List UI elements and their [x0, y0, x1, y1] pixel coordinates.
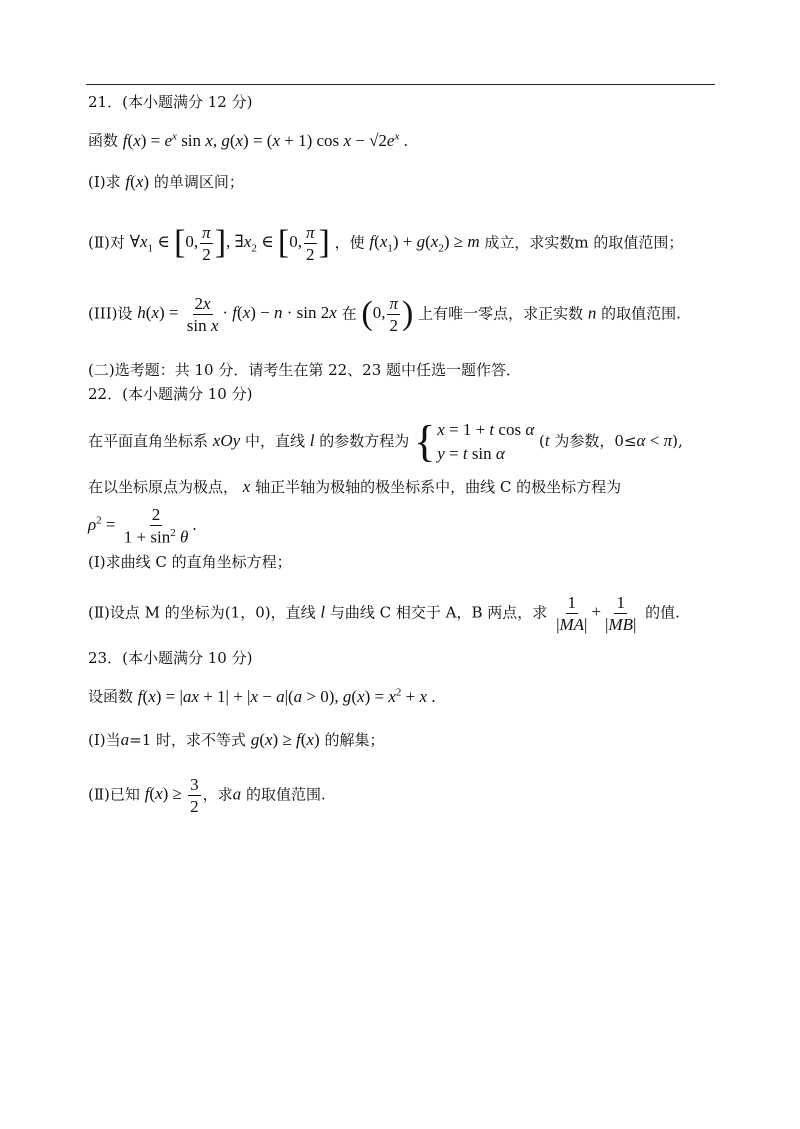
q23-prefix: 设函数 [88, 687, 134, 706]
q22-part2-l: l [320, 602, 326, 622]
q23-formula: f(x) = |ax + 1| + |x − a|(a > 0), $g(x) = x^2 + x$ . [137, 686, 436, 706]
q21-part2-tail: 成立，求实数m 的取值范围； [484, 233, 684, 252]
q21-prefix: 函数 [88, 131, 119, 150]
q22-intro-c: 的参数方程为 [319, 432, 410, 450]
q23-part2 [88, 776, 326, 815]
q21-header: 21．(本小题满分 12 分) [88, 93, 253, 111]
q21-formula: $f(x) = e^x$ sin x, g(x) = (x + 1) $\cos x - √2e^x$ . [122, 130, 408, 150]
q23-part1-ineq: g(x) ≥ f(x) [250, 730, 320, 749]
q22-polar-formula: $\rho^2$ = $\frac{2}{1 + \sin^2 \theta}$ . [88, 505, 197, 547]
q21-part1-tail: 的单调区间； [153, 173, 244, 191]
q21-part3-in: 在 [341, 304, 357, 323]
q23-part2-a: (Ⅱ)已知 [88, 785, 140, 804]
q23-part2-c: 的取值范围. [245, 785, 326, 804]
q21-part1-label: (I)求 [88, 173, 121, 191]
q22-line2-b: 轴正半轴为极轴的极坐标系中，曲线 C 的极坐标方程为 [255, 478, 622, 496]
q23-part1-c: 的解集； [324, 731, 385, 749]
q21-part1-fx: f(x) [125, 172, 150, 191]
q21-statement [88, 126, 408, 151]
q22-part2-c: 的值. [645, 603, 680, 622]
q23-part1-b: =1 时，求不等式 [129, 731, 247, 749]
q22-line2 [88, 477, 621, 497]
q21-part3 [88, 295, 681, 334]
q21-part2-math1: $\forall x_1$ ∈ [0, $\frac{\pi}{2}$ ], $\exists x_2$ ∈ [0, $\frac{\pi}{2}$ ] [129, 223, 330, 264]
q23-part1 [88, 730, 384, 750]
q21-part3-math1: h(x) = $\frac{2x}{\text{sin x}}$ · f(x) − n · sin 2x [137, 294, 337, 335]
q22-intro [88, 418, 683, 466]
q23-statement [88, 682, 436, 707]
q22-param-note-c: ), [672, 432, 683, 450]
q22-t: t [544, 431, 550, 450]
q21-part2-use: ，使 [334, 233, 365, 252]
q22-xoy: xOy [212, 431, 241, 450]
q21-part2-math2: $f(x_1) + g(x_2) \ge m$ [369, 232, 480, 255]
q22-polar-eq [88, 506, 197, 546]
q22-param-note-b: 为参数，0≤ [554, 432, 637, 450]
q21-part3-label: (III)设 [88, 304, 133, 323]
q21-part1 [88, 172, 244, 192]
q22-param-note-a: ( [539, 432, 545, 450]
q21-part3-tail2: 的取值范围. [601, 304, 681, 323]
q22-part2-b: 与曲线 C 相交于 A，B 两点，求 [329, 603, 548, 622]
q23-header: 23．(本小题满分 10 分) [88, 649, 253, 667]
header-rule [86, 84, 715, 85]
q22-part1: (I)求曲线 C 的直角坐标方程； [88, 553, 292, 571]
q22-param-system: { x = 1 + t cos α y = t sin α [414, 417, 535, 466]
q21-part2-label: (Ⅱ)对 [88, 233, 125, 252]
q23-part2-ineq: f(x) ≥ $\frac{3}{2}$ [144, 775, 199, 816]
q22-l: l [309, 431, 315, 450]
q22-header: 22．(本小题满分 10 分) [88, 385, 253, 403]
q22-line2-a: 在以坐标原点为极点， [88, 478, 239, 496]
q22-part2-formula: $\frac{1}{|MA|}$ + $\frac{1}{|MB|}$ [556, 593, 637, 634]
q22-intro-a: 在平面直角坐标系 [88, 432, 209, 450]
q21-part3-tail: 上有唯一零点，求正实数 [418, 304, 584, 323]
q22-part2-a: (Ⅱ)设点 M 的坐标为(1，0)，直线 [88, 603, 316, 622]
q21-part2 [88, 224, 683, 263]
q22-part2 [88, 594, 680, 633]
q22-alpha-range: α < π [636, 431, 673, 450]
q21-part3-math2: (0, $\frac{\pi}{2}$ ) [361, 294, 414, 335]
q23-part2-b: ，求 [202, 785, 233, 804]
q21-part3-n: n [587, 303, 597, 323]
q23-part1-a: (I)当 [88, 731, 121, 749]
q22-intro-b: 中，直线 [244, 432, 305, 450]
q23-part1-av: a [120, 730, 130, 749]
q23-part2-av: a [232, 784, 242, 804]
q22-x-axis: x [242, 477, 251, 496]
optional-note: (二)选考题：共 10 分．请考生在第 22、23 题中任选一题作答． [88, 361, 522, 379]
